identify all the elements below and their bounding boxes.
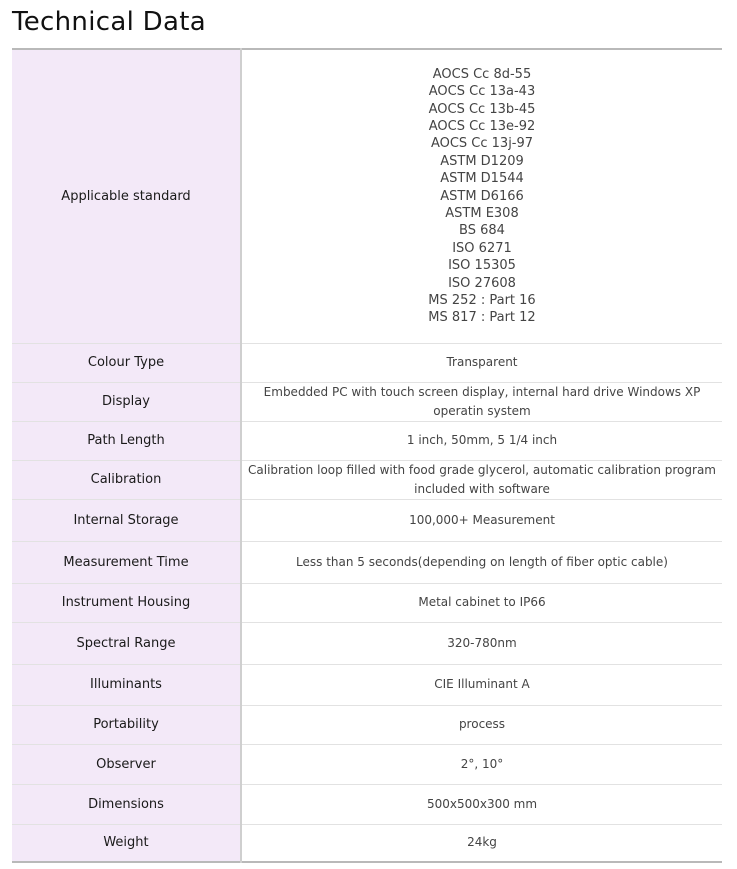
list-item: MS 252 : Part 16 [428, 292, 536, 308]
row-value: 24kg [467, 835, 497, 850]
list-item: AOCS Cc 13a-43 [428, 84, 536, 100]
list-item: ASTM D1209 [440, 153, 524, 169]
table-row [12, 824, 722, 862]
table-row [12, 49, 722, 343]
list-item: ASTM E308 [445, 205, 519, 221]
row-value: 320-780nm [241, 622, 722, 664]
row-label: Path Length [12, 421, 241, 460]
table-row [12, 664, 722, 705]
row-label: Internal Storage [12, 499, 241, 541]
row-value: Transparent [241, 343, 722, 382]
row-value: Embedded PC with touch screen display, internal hard drive Windows XP operatin system [241, 382, 722, 421]
list-item: AOCS Cc 13b-45 [428, 101, 536, 117]
row-label: Illuminants [12, 664, 241, 705]
table-row [12, 421, 722, 460]
row-label: Calibration [12, 460, 241, 499]
row-value: Metal cabinet to IP66 [241, 583, 722, 622]
row-label: Applicable standard [12, 49, 241, 343]
list-item: ISO 6271 [452, 240, 512, 256]
list-item: AOCS Cc 13j-97 [430, 136, 534, 152]
row-value: 1 inch, 50mm, 5 1/4 inch [241, 421, 722, 460]
row-label: Dimensions [12, 784, 241, 824]
row-value: process [241, 705, 722, 744]
list-item: AOCS Cc 13e-92 [428, 118, 536, 134]
row-value: 2°, 10° [241, 744, 722, 784]
standards-list [242, 66, 722, 327]
list-item: ISO 27608 [448, 275, 516, 291]
row-label: Observer [12, 744, 241, 784]
table-row [12, 460, 722, 499]
table-row [12, 784, 722, 824]
list-item: ISO 15305 [448, 258, 516, 274]
page-title: Technical Data [12, 7, 206, 37]
row-value [241, 49, 722, 343]
list-item: ASTM D1544 [440, 171, 524, 187]
table-row [12, 499, 722, 541]
row-label: Measurement Time [12, 541, 241, 583]
table-row [12, 705, 722, 744]
row-value: 100,000+ Measurement [241, 499, 722, 541]
list-item: MS 817 : Part 12 [428, 310, 536, 326]
row-label: Display [12, 382, 241, 421]
list-item: BS 684 [459, 223, 505, 239]
row-value: 500x500x300 mm [241, 784, 722, 824]
row-value: Calibration loop filled with food grade glycerol, automatic calibration program included with software [241, 460, 722, 499]
list-item: ASTM D6166 [440, 188, 524, 204]
row-value: Less than 5 seconds(depending on length of fiber optic cable) [241, 541, 722, 583]
list-item: AOCS Cc 8d-55 [432, 66, 532, 82]
row-label: Weight [12, 824, 241, 862]
table-row [12, 744, 722, 784]
row-label: Portability [12, 705, 241, 744]
row-label: Spectral Range [12, 622, 241, 664]
table-row [12, 622, 722, 664]
table-row [12, 343, 722, 382]
row-label: Colour Type [12, 343, 241, 382]
technical-data-table [12, 48, 722, 863]
row-label: Instrument Housing [12, 583, 241, 622]
table-row [12, 583, 722, 622]
row-value: CIE Illuminant A [241, 664, 722, 705]
table-row [12, 541, 722, 583]
table-row [12, 382, 722, 421]
